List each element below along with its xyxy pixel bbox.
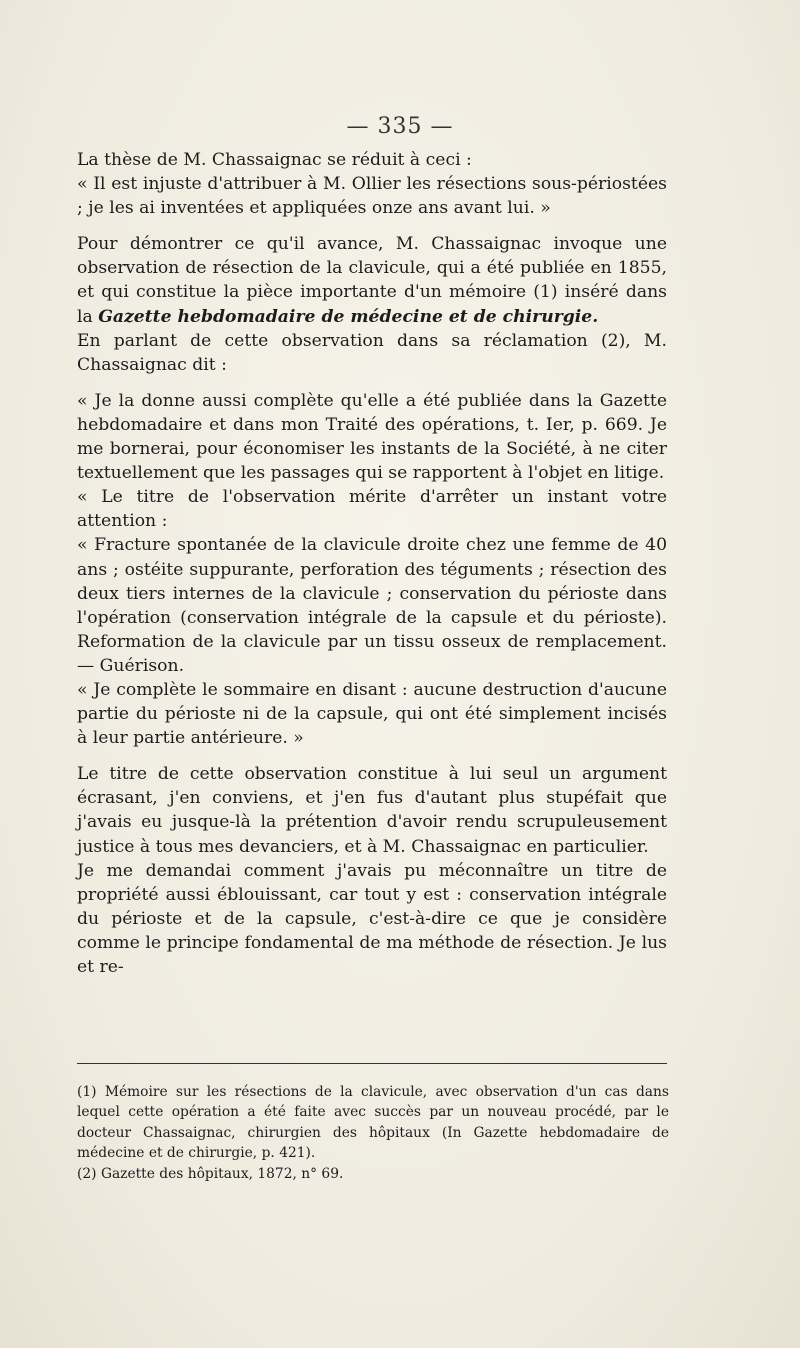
text-run: Gazette hebdomadaire de médecine et de chirurgie. xyxy=(98,306,599,327)
paragraph xyxy=(77,329,667,377)
text-run: Gazette des hôpitaux, xyxy=(100,1165,253,1182)
footnote xyxy=(77,1164,669,1184)
text-run: c'est-à-dire ce que je considère comme le principe fondamental de ma méthode de résection. Je lus et re- xyxy=(77,908,668,977)
text-run: p. 421). xyxy=(257,1145,316,1162)
text-run: « Il est injuste d'attribuer à M. Ollier les résections sous-périostées ; je les ai inventées et appliquées onze ans avant lui. » xyxy=(77,174,667,219)
paragraph xyxy=(77,533,667,678)
text-run: « xyxy=(77,535,95,556)
text-run: t. Ier, p. 669. Je me bornerai, pour économiser les instants de la Société, à ne citer textuellement que les passages qui se rapportent à l'objet en litige. xyxy=(77,414,667,484)
text-run: « Le titre de l'observation mérite d'arrêter un instant votre attention : xyxy=(77,487,667,532)
paragraph xyxy=(77,859,667,979)
footnote-separator xyxy=(77,1063,667,1064)
text-run: Je me demandai comment j'avais pu méconnaître un titre de propriété aussi éblouissant, car tout y est : xyxy=(77,860,667,905)
text-run: Le titre de cette observation constitue à lui seul un argument écrasant, j'en conviens, et j'en fus d'autant plus stupéfait que j'avais eu jusque-là la prétention d'avoir rendu scrupuleusement justice à tous mes devanciers, et à M. Chassaignac en particulier. xyxy=(77,764,667,857)
paragraph xyxy=(77,389,667,485)
main-text xyxy=(77,148,667,979)
paragraph xyxy=(77,485,667,533)
text-run: En parlant de cette observation dans sa réclamation (2), M. Chassaignac dit : xyxy=(77,330,667,375)
text-run: Fracture spontanée de la clavicule droite chez une femme de 40 ans ; ostéite suppurante, perforation des téguments ; résection des deux tiers internes de la clavicule ; conservation du périoste dans l'opération (conservation intégrale de la capsule et du périoste). Reformation de la clavicule par un tissu osseux de remplacement. — Guérison. xyxy=(77,535,668,676)
text-run: et dans mon xyxy=(202,414,326,435)
text-run: (1) xyxy=(77,1084,105,1100)
text-run: In Gazette hebdomadaire de médecine et de chirurgie, xyxy=(77,1124,669,1162)
text-run: Pour démontrer ce qu'il avance, M. Chassaignac invoque une observation de résection de la clavicule, qui a été publiée en 1855, et qui constitue la pièce importante d'un mémoire (1) inséré dans la xyxy=(77,234,667,327)
footnotes xyxy=(77,1082,669,1184)
text-run: La thèse de M. Chassaignac se réduit à ceci : xyxy=(77,150,472,170)
text-run: aucune destruction d'aucune partie du périoste ni de la capsule, xyxy=(77,679,667,725)
text-run: Gazette hebdomadaire xyxy=(77,390,667,435)
paragraph xyxy=(77,678,667,750)
text-run: (2) xyxy=(77,1165,101,1182)
text-run: « Je la donne aussi complète qu'elle a été publiée dans la xyxy=(77,390,600,411)
text-run: avec observation d'un cas dans lequel cette opération a été faite avec succès par un nouveau procédé, par le docteur Chassaignac, chirurgien des hôpitaux ( xyxy=(77,1084,669,1141)
text-run: Mémoire sur les résections de la clavicule, xyxy=(104,1084,428,1100)
page-number: — 335 — xyxy=(346,114,454,139)
text-run: 1872, n° 69. xyxy=(252,1165,344,1182)
text-run: conservation intégrale du périoste et de la capsule, xyxy=(77,884,667,929)
paragraph xyxy=(77,148,667,172)
text-run: Traité des opérations, xyxy=(325,414,520,435)
footnote xyxy=(77,1082,669,1164)
text-run: qui ont été simplement incisés à leur partie antérieure. » xyxy=(77,704,667,749)
paragraph xyxy=(77,232,667,328)
paragraph xyxy=(77,762,667,858)
text-run: « Je complète le sommaire en disant : xyxy=(77,679,414,700)
paragraph xyxy=(77,172,667,220)
